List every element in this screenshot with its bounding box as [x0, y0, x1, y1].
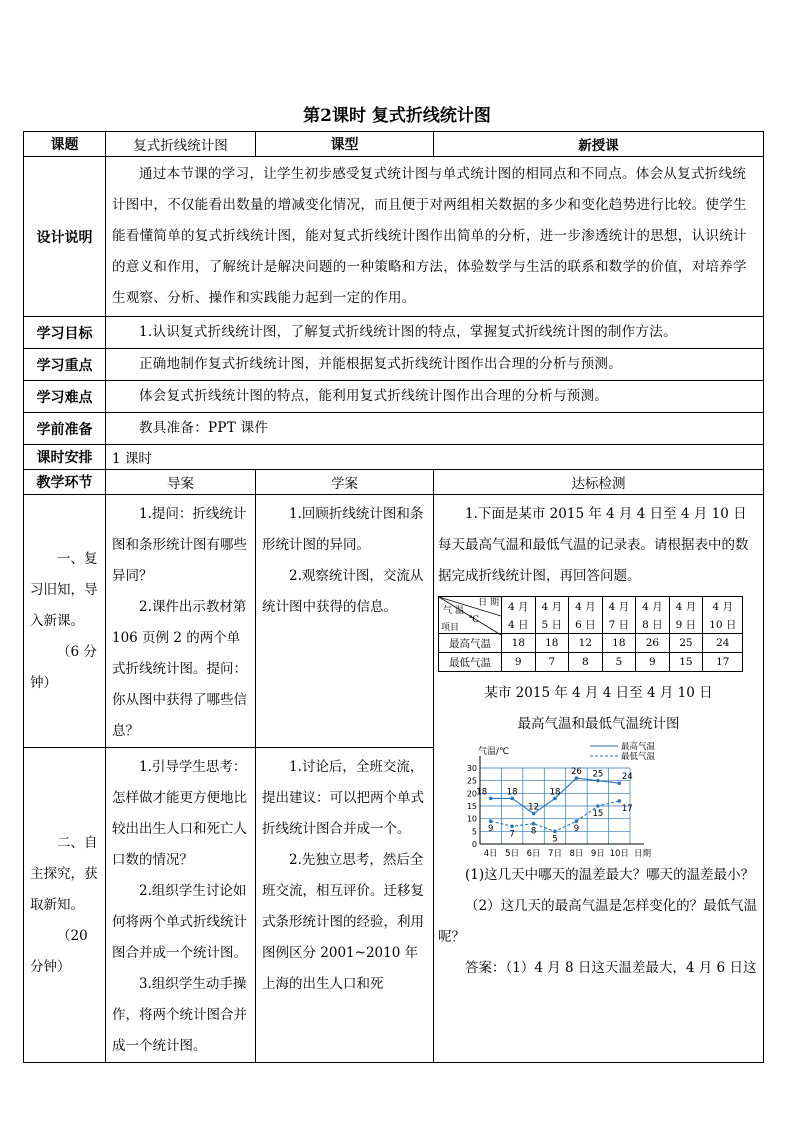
data-point: [575, 819, 579, 823]
data-label: 18: [476, 787, 488, 798]
data-point: [510, 824, 514, 828]
cell-value: 12: [569, 634, 603, 653]
goals-label: 学习目标: [24, 317, 106, 349]
x-tick-label: 7日: [548, 849, 562, 859]
date-day: 9 日: [669, 615, 703, 634]
data-point: [617, 799, 621, 803]
phase1-guide-item: 1.提问：折线统计图和条形统计图有哪些异同？: [112, 506, 247, 584]
data-label: 15: [592, 809, 604, 819]
type-value: 新授课: [434, 132, 764, 157]
phase2-guide-item: 1.引导学生思考：怎样做才能更方便地比较出出生人口和死亡人口数的情况？: [112, 759, 247, 868]
date-header: 4 月: [602, 597, 636, 616]
data-point: [489, 819, 493, 823]
cell-value: 18: [535, 634, 569, 653]
date-header: 4 月: [636, 597, 670, 616]
date-header: 4 月: [502, 597, 536, 616]
cell-value: 24: [703, 634, 743, 653]
x-tick-label: 6日: [526, 849, 541, 859]
data-label: 25: [592, 769, 604, 780]
phase1-study: [256, 495, 434, 748]
topic-value: 复式折线统计图: [106, 132, 256, 157]
date-day: 4 日: [502, 615, 536, 634]
y-tick-label: 25: [466, 776, 477, 786]
phase1-study-item: 1.回顾折线统计图和条形统计图的异同。: [262, 506, 424, 553]
hours-label: 课时安排: [24, 445, 106, 470]
type-label: 课型: [256, 132, 434, 157]
answer-text: 答案：（1）4 月 8 日这天温差最大，4 月 6 日这: [465, 960, 757, 976]
question-2: （2）这几天的最高气温是怎样变化的？最低气温呢？: [438, 898, 758, 945]
phase1-study-item: 2.观察统计图，交流从统计图中获得的信息。: [262, 568, 424, 615]
temperature-line-chart: [440, 740, 680, 860]
x-tick-label: 8日: [569, 849, 584, 859]
corner-temp: 气 温: [443, 606, 464, 616]
check-cell: [434, 495, 764, 1063]
phase1-time: （6 分钟）: [30, 643, 97, 691]
corner-item: 项目: [441, 623, 460, 633]
cell-value: 15: [669, 653, 703, 672]
row-name: 最低气温: [439, 653, 502, 672]
difficulties-label: 学习难点: [24, 381, 106, 413]
y-tick-label: 20: [466, 789, 477, 799]
key-points-label: 学习重点: [24, 349, 106, 381]
topic-label: 课题: [24, 132, 106, 157]
data-point: [596, 804, 600, 808]
chart-caption-2: 最高气温和最低气温统计图: [517, 716, 680, 732]
phase2-name: 二、自主探究，获取新知。: [30, 834, 98, 913]
cell-value: 25: [669, 634, 703, 653]
col-guide-header: 导案: [106, 470, 256, 495]
phase1-guide: [106, 495, 256, 748]
y-tick-label: 0: [471, 840, 477, 849]
data-point: [489, 797, 493, 801]
x-tick-label: 5日: [505, 849, 520, 859]
data-label: 7: [509, 829, 515, 840]
data-label: 8: [530, 826, 537, 837]
phase2-time: （20 分钟）: [30, 927, 88, 975]
chart-caption-1: 某市 2015 年 4 月 4 日至 4 月 10 日: [484, 685, 713, 701]
date-day: 8 日: [636, 615, 670, 634]
data-label: 26: [571, 767, 582, 778]
temperature-table: [438, 596, 743, 672]
date-header: 4 月: [669, 597, 703, 616]
date-header: 4 月: [569, 597, 603, 616]
x-axis-label: 日期: [634, 849, 652, 859]
data-label: 18: [506, 787, 518, 798]
corner-unit: ℃: [469, 615, 480, 625]
phase1-cell: [24, 495, 106, 748]
col-phase-header: 教学环节: [24, 470, 106, 495]
date-day: 6 日: [569, 615, 603, 634]
data-label: 9: [488, 824, 494, 835]
page-title: 第2课时 复式折线统计图: [303, 106, 491, 126]
prep-label: 学前准备: [24, 413, 106, 445]
phase1-guide-item: 2.课件出示教材第 106 页例 2 的两个单式折线统计图。提问：你从图中获得了哪些信息？: [112, 599, 247, 739]
hours-text: 1 课时: [106, 445, 764, 470]
table-corner: [439, 597, 502, 634]
data-label: 18: [549, 787, 561, 798]
cell-value: 9: [502, 653, 536, 672]
phase2-study: [256, 748, 434, 1063]
x-tick-label: 9日: [590, 849, 605, 859]
phase2-study-item: 1.讨论后，全班交流，提出建议：可以把两个单式折线统计图合并成一个。: [262, 759, 424, 837]
date-day: 7 日: [602, 615, 636, 634]
cell-value: 18: [602, 634, 636, 653]
cell-value: 17: [703, 653, 743, 672]
y-tick-label: 15: [466, 802, 477, 811]
phase2-guide: [106, 748, 256, 1063]
col-check-header: 达标检测: [434, 470, 764, 495]
row-name: 最高气温: [439, 634, 502, 653]
y-tick-label: 5: [471, 827, 477, 837]
cell-value: 9: [636, 653, 670, 672]
x-tick-label: 10日: [609, 849, 629, 859]
data-label: 5: [552, 834, 558, 845]
legend-label: 最低气温: [621, 752, 656, 762]
prep-text: 教具准备：PPT 课件: [106, 413, 764, 445]
cell-value: 18: [502, 634, 536, 653]
corner-date: 日 期: [478, 598, 499, 608]
key-points-text: 正确地制作复式折线统计图，并能根据复式折线统计图作出合理的分析与预测。: [106, 349, 764, 381]
data-label: 9: [573, 824, 580, 835]
data-point: [532, 822, 536, 826]
legend-label: 最高气温: [621, 742, 656, 752]
check-intro: 1.下面是某市 2015 年 4 月 4 日至 4 月 10 日每天最高气温和最低气温的记录表。请根据表中的数据完成折线统计图，再回答问题。: [438, 506, 749, 584]
cell-value: 7: [535, 653, 569, 672]
date-header: 4 月: [703, 597, 743, 616]
data-label: 24: [621, 772, 633, 783]
x-tick-label: 4日: [483, 849, 498, 859]
data-label: 17: [621, 803, 633, 814]
goals-text: 1.认识复式折线统计图，了解复式折线统计图的特点，掌握复式折线统计图的制作方法。: [106, 317, 764, 349]
cell-value: 5: [602, 653, 636, 672]
phase2-study-item: 2.先独立思考，然后全班交流，相互评价。迁移复式条形统计图的经验，利用图例区分 2001~2010 年上海的出生人口和死: [262, 852, 424, 992]
date-day: 5 日: [535, 615, 569, 634]
lesson-plan-table: [23, 131, 764, 1063]
y-axis-label: 气温/℃: [478, 747, 510, 757]
cell-value: 8: [569, 653, 603, 672]
data-label: 12: [528, 802, 539, 813]
phase2-guide-item: 2.组织学生讨论如何将两个单式折线统计图合并成一个统计图。: [112, 883, 247, 961]
phase2-guide-item: 3.组织学生动手操作，将两个统计图合并成一个统计图。: [112, 976, 247, 1054]
y-tick-label: 10: [466, 814, 477, 824]
date-header: 4 月: [535, 597, 569, 616]
phase1-name: 一、复习旧知，导入新课。: [30, 550, 98, 629]
data-point: [553, 830, 557, 834]
date-day: 10 日: [703, 615, 743, 634]
phase2-cell: [24, 748, 106, 1063]
col-study-header: 学案: [256, 470, 434, 495]
y-tick-label: 30: [466, 764, 477, 773]
design-label: 设计说明: [24, 157, 106, 317]
difficulties-text: 体会复式折线统计图的特点，能利用复式折线统计图作出合理的分析与预测。: [106, 381, 764, 413]
question-1: (1)这几天中哪天的温差最大？哪天的温差最小？: [465, 867, 755, 883]
cell-value: 26: [636, 634, 670, 653]
design-text: 通过本节课的学习，让学生初步感受复式统计图与单式统计图的相同点和不同点。体会从复式折线统计图中，不仅能看出数量的增减变化情况，而且便于对两组相关数据的多少和变化趋势进行比较。使学生能看懂简单的复式折线统计图，能对复式折线统计图作出简单的分析，进一步渗透统计的思想，认识统计的意义和作用，了解统计是解决问题的一种策略和方法，体验数学与生活的联系和数学的价值，对培养学生观察、分析、操作和实践能力起到一定的作用。: [106, 157, 764, 317]
data-point: [617, 781, 621, 785]
